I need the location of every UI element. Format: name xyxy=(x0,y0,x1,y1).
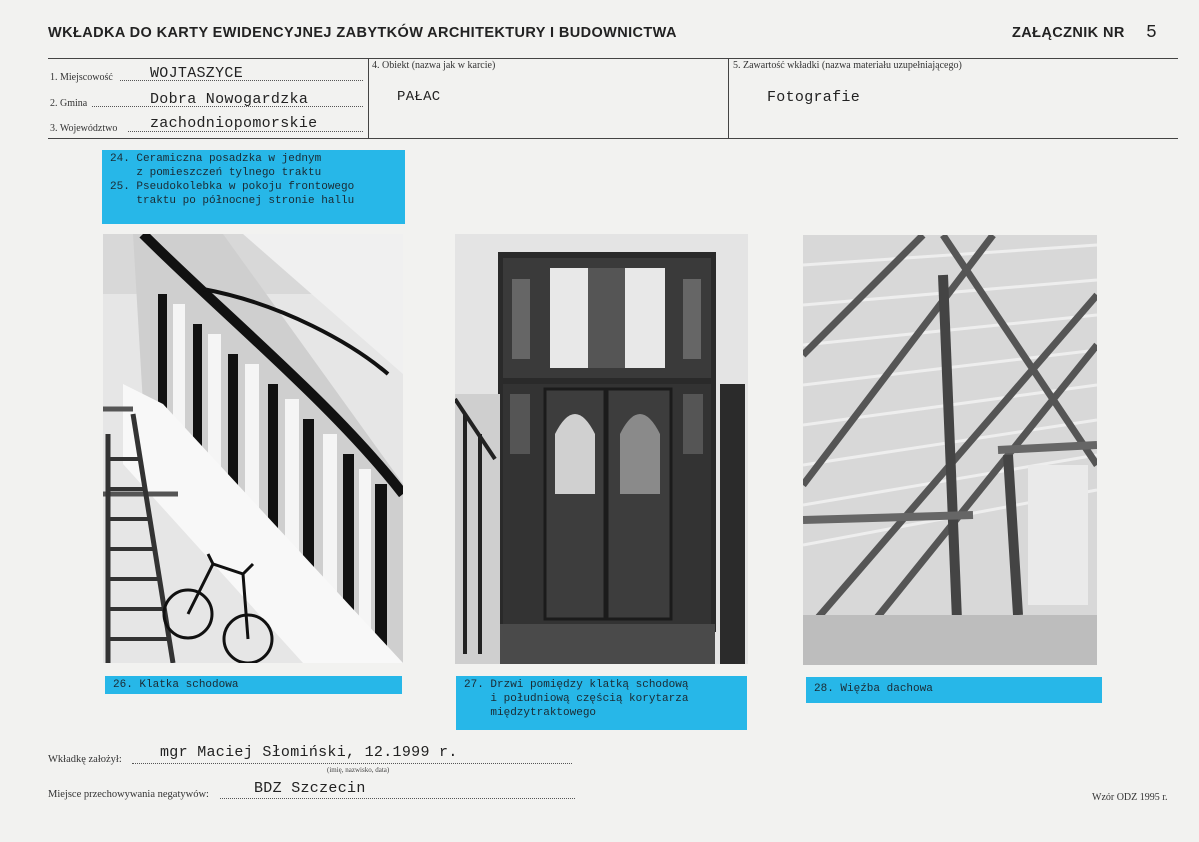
place-label: 1. Miejscowość xyxy=(50,72,113,83)
caption-top-line-4: traktu po północnej stronie hallu xyxy=(110,195,355,207)
annex-number: 5 xyxy=(1146,23,1157,43)
form-divider-2 xyxy=(728,58,729,138)
form-bottom-border xyxy=(48,138,1178,139)
form-divider-1 xyxy=(368,58,369,138)
caption-27-line-1: 27. Drzwi pomiędzy klatką schodową xyxy=(464,679,689,691)
caption-photo-27 xyxy=(456,676,747,730)
caption-27-line-2: i południową częścią korytarza xyxy=(464,693,689,705)
photo-roof-truss xyxy=(803,235,1097,665)
commune-value: Dobra Nowogardzka xyxy=(150,91,309,108)
author-hint: (imię, nazwisko, data) xyxy=(327,766,390,774)
author-label: Wkładkę założył: xyxy=(48,754,122,765)
photo-doors xyxy=(455,234,748,664)
voivodeship-label: 3. Województwo xyxy=(50,123,118,134)
voivodeship-value: zachodniopomorskie xyxy=(150,115,318,132)
caption-27-line-3: międzytraktowego xyxy=(464,707,597,719)
annex-label: ZAŁĄCZNIK NR xyxy=(1012,25,1125,41)
object-label: 4. Obiekt (nazwa jak w karcie) xyxy=(372,60,496,71)
storage-label: Miejsce przechowywania negatywów: xyxy=(48,789,209,800)
commune-label: 2. Gmina xyxy=(50,98,88,109)
caption-top-line-1: 24. Ceramiczna posadzka w jednym xyxy=(110,153,322,165)
place-value: WOJTASZYCE xyxy=(150,65,244,82)
author-value: mgr Maciej Słomiński, 12.1999 r. xyxy=(160,744,458,761)
form-title: WKŁADKA DO KARTY EWIDENCYJNEJ ZABYTKÓW ARCHITEKTURY I BUDOWNICTWA xyxy=(48,25,677,41)
author-dotline xyxy=(132,763,572,764)
form-reference: Wzór ODZ 1995 r. xyxy=(1092,792,1168,803)
caption-top xyxy=(102,150,405,224)
object-value: PAŁAC xyxy=(397,89,441,105)
storage-value: BDZ Szczecin xyxy=(254,780,366,797)
contents-label: 5. Zawartość wkładki (nazwa materiału uzupełniającego) xyxy=(733,60,962,71)
caption-top-line-2: z pomieszczeń tylnego traktu xyxy=(110,167,322,179)
storage-dotline xyxy=(220,798,575,799)
caption-photo-26: 26. Klatka schodowa xyxy=(105,676,402,694)
photo-staircase xyxy=(103,234,403,663)
caption-top-line-3: 25. Pseudokolebka w pokoju frontowego xyxy=(110,181,355,193)
form-top-border xyxy=(48,58,1178,59)
caption-photo-28: 28. Więźba dachowa xyxy=(806,677,1102,703)
contents-value: Fotografie xyxy=(767,89,861,106)
